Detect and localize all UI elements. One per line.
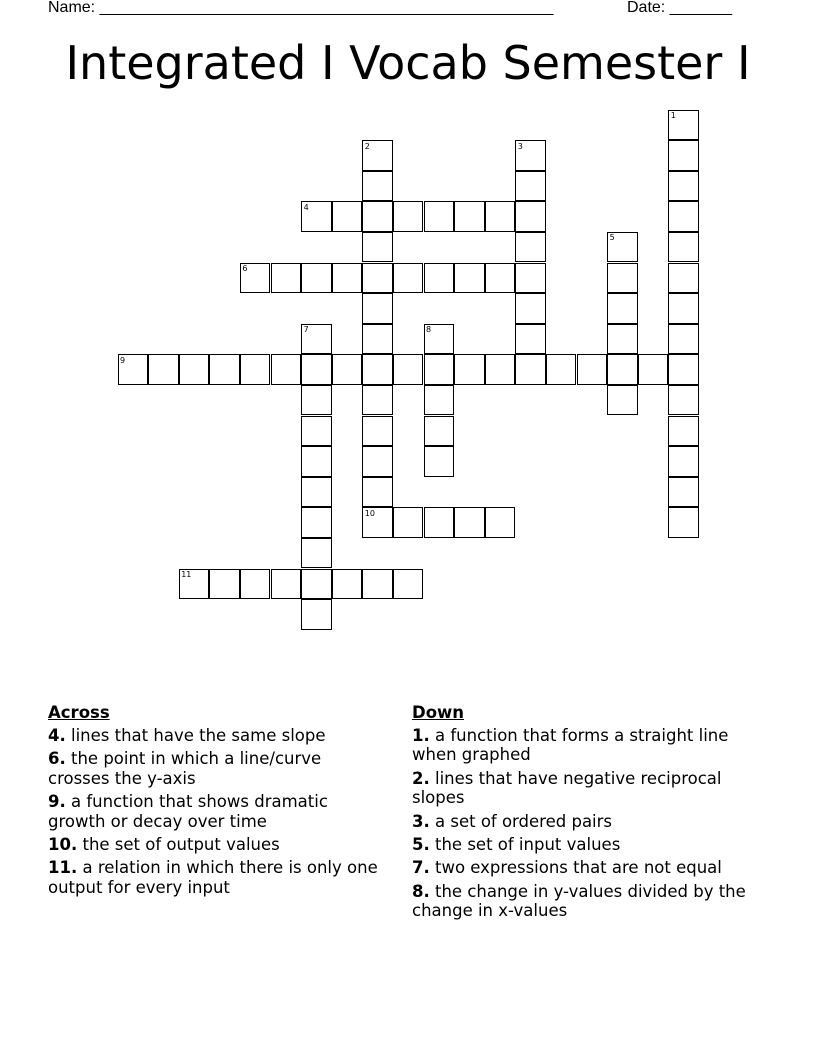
crossword-cell[interactable] — [332, 569, 363, 600]
crossword-cell[interactable] — [485, 507, 516, 538]
clue-text: a relation in which there is only one output for every input — [48, 858, 378, 897]
clue-number: 9. — [48, 791, 66, 811]
clue-text: the point in which a line/curve crosses the y-axis — [48, 748, 322, 788]
crossword-cell[interactable] — [668, 446, 699, 477]
crossword-cell[interactable] — [668, 140, 699, 171]
crossword-cell[interactable] — [668, 354, 699, 385]
down-heading: Down — [412, 703, 465, 722]
clue-across-11 — [48, 858, 378, 897]
crossword-cell[interactable] — [668, 477, 699, 508]
crossword-cell[interactable] — [515, 171, 546, 202]
clue-text: a function that shows dramatic growth or decay over time — [48, 791, 328, 831]
crossword-cell[interactable] — [301, 599, 332, 630]
crossword-cell[interactable] — [362, 477, 393, 508]
crossword-cell[interactable] — [393, 569, 424, 600]
crossword-cell[interactable] — [515, 232, 546, 263]
crossword-cell[interactable] — [668, 201, 699, 232]
crossword-cell[interactable] — [668, 293, 699, 324]
down-clues — [412, 703, 757, 925]
clue-text: a function that forms a straight line when graphed — [412, 725, 729, 765]
crossword-cell[interactable] — [209, 569, 240, 600]
clue-number-label: 3 — [517, 141, 523, 151]
crossword-cell[interactable] — [271, 569, 302, 600]
clue-across-10 — [48, 835, 378, 855]
clue-number: 4. — [48, 725, 66, 745]
crossword-cell[interactable] — [424, 446, 455, 477]
crossword-cell[interactable] — [179, 354, 210, 385]
crossword-cell[interactable] — [668, 385, 699, 416]
clue-number-label: 8 — [426, 325, 432, 335]
crossword-cell[interactable] — [362, 569, 393, 600]
crossword-cell[interactable] — [485, 201, 516, 232]
clue-across-6 — [48, 749, 378, 788]
crossword-cell[interactable] — [668, 232, 699, 263]
crossword-cell[interactable] — [301, 385, 332, 416]
crossword-cell[interactable] — [485, 263, 516, 294]
crossword-cell[interactable] — [668, 507, 699, 538]
clue-text: a set of ordered pairs — [435, 811, 613, 831]
crossword-cell[interactable] — [515, 324, 546, 355]
crossword-cell[interactable] — [454, 263, 485, 294]
clue-down-2 — [412, 769, 757, 808]
crossword-cell[interactable] — [362, 263, 393, 294]
crossword-cell[interactable] — [301, 416, 332, 447]
crossword-cell[interactable] — [301, 477, 332, 508]
crossword-cell[interactable] — [362, 201, 393, 232]
crossword-cell[interactable] — [607, 385, 638, 416]
crossword-cell[interactable] — [240, 354, 271, 385]
crossword-cell[interactable] — [607, 263, 638, 294]
crossword-cell[interactable] — [424, 263, 455, 294]
crossword-cell[interactable] — [301, 263, 332, 294]
crossword-cell[interactable] — [515, 354, 546, 385]
crossword-cell[interactable] — [240, 569, 271, 600]
crossword-cell[interactable] — [301, 446, 332, 477]
clue-number: 2. — [412, 768, 430, 788]
crossword-cell[interactable] — [362, 446, 393, 477]
clue-number-label: 5 — [609, 233, 615, 243]
clue-number: 11. — [48, 858, 78, 878]
crossword-cell[interactable] — [301, 538, 332, 569]
crossword-cell[interactable] — [301, 569, 332, 600]
clue-text: the set of output values — [82, 834, 280, 854]
crossword-cell[interactable] — [362, 354, 393, 385]
crossword-cell[interactable] — [668, 416, 699, 447]
clue-number: 7. — [412, 858, 430, 878]
clue-number: 8. — [412, 881, 430, 901]
crossword-cell[interactable] — [454, 354, 485, 385]
clue-number: 1. — [412, 725, 430, 745]
clue-number-label: 6 — [242, 264, 248, 273]
clue-text: lines that have the same slope — [71, 725, 326, 745]
crossword-cell[interactable] — [148, 354, 179, 385]
crossword-cell[interactable] — [393, 507, 424, 538]
crossword-cell[interactable] — [301, 507, 332, 538]
crossword-cell[interactable] — [393, 354, 424, 385]
clue-number-label: 2 — [364, 141, 370, 151]
crossword-cell[interactable] — [454, 201, 485, 232]
clue-down-3 — [412, 812, 757, 832]
crossword-cell[interactable] — [515, 263, 546, 294]
crossword-cell[interactable] — [668, 171, 699, 202]
clue-down-7 — [412, 858, 757, 878]
clue-number: 5. — [412, 834, 430, 854]
crossword-cell[interactable] — [362, 232, 393, 263]
clue-text: lines that have negative reciprocal slopes — [412, 768, 722, 808]
clue-down-1 — [412, 726, 757, 765]
crossword-cell[interactable] — [546, 354, 577, 385]
clue-down-8 — [412, 882, 757, 921]
crossword-cell[interactable] — [362, 324, 393, 355]
crossword-cell[interactable] — [393, 263, 424, 294]
clue-number-label: 4 — [303, 202, 309, 212]
crossword-cell[interactable] — [668, 324, 699, 355]
crossword-cell[interactable] — [301, 354, 332, 385]
clue-number: 10. — [48, 834, 78, 854]
crossword-cell[interactable] — [607, 354, 638, 385]
crossword-cell[interactable] — [607, 324, 638, 355]
clue-number-label: 7 — [303, 325, 309, 335]
clue-text: the change in y-values divided by the change in x-values — [412, 881, 746, 921]
crossword-cell[interactable] — [362, 293, 393, 324]
clue-number-label: 11 — [181, 570, 192, 579]
clue-across-4 — [48, 726, 378, 746]
crossword-cell[interactable] — [393, 201, 424, 232]
crossword-cell[interactable] — [668, 263, 699, 294]
crossword-cell[interactable] — [209, 354, 240, 385]
crossword-cell[interactable] — [332, 354, 363, 385]
crossword-cell[interactable] — [454, 507, 485, 538]
crossword-cell[interactable] — [515, 293, 546, 324]
across-clues — [48, 703, 378, 901]
across-heading: Across — [48, 703, 110, 722]
page-title: Integrated I Vocab Semester I — [65, 36, 751, 90]
name-line: Name: ___________________________________________________ — [48, 0, 554, 16]
clue-number-label: 10 — [364, 508, 375, 518]
crossword-cell[interactable] — [577, 354, 608, 385]
crossword-cell[interactable] — [485, 354, 516, 385]
crossword-cell[interactable] — [424, 354, 455, 385]
clue-text: the set of input values — [435, 834, 621, 854]
crossword-cell[interactable] — [424, 201, 455, 232]
clue-number: 3. — [412, 811, 430, 831]
crossword-cell[interactable] — [607, 293, 638, 324]
crossword-cell[interactable] — [515, 201, 546, 232]
crossword-cell[interactable] — [362, 416, 393, 447]
crossword-cell[interactable] — [424, 416, 455, 447]
clue-across-9 — [48, 792, 378, 831]
crossword-cell[interactable] — [424, 385, 455, 416]
crossword-cell[interactable] — [362, 385, 393, 416]
clue-number-label: 1 — [670, 111, 676, 120]
crossword-cell[interactable] — [271, 263, 302, 294]
date-line: Date: _______ — [627, 0, 732, 16]
clue-text: two expressions that are not equal — [435, 858, 722, 878]
crossword-cell[interactable] — [362, 171, 393, 202]
crossword-cell[interactable] — [271, 354, 302, 385]
clue-down-5 — [412, 835, 757, 855]
crossword-cell[interactable] — [638, 354, 669, 385]
crossword-cell[interactable] — [332, 201, 363, 232]
crossword-cell[interactable] — [424, 507, 455, 538]
clue-number: 6. — [48, 748, 66, 768]
clue-number-label: 9 — [120, 355, 126, 365]
crossword-cell[interactable] — [332, 263, 363, 294]
